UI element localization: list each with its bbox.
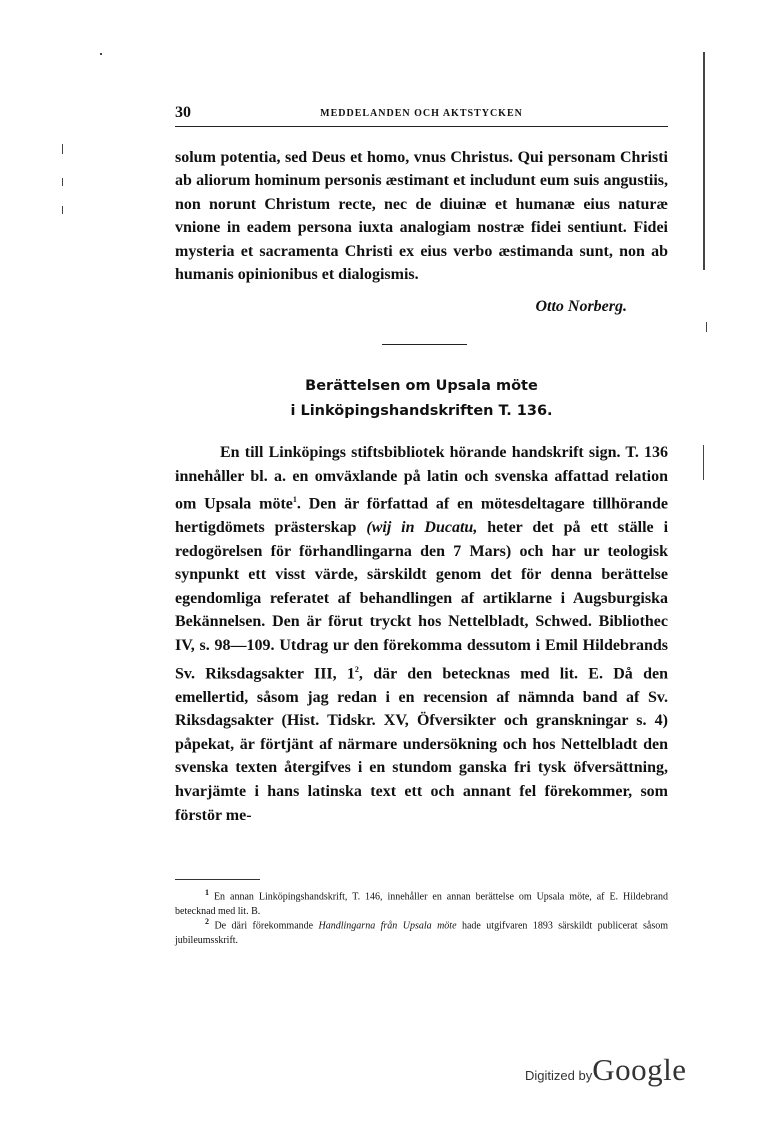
footnote-text: En annan Linköpingshandskrift, T. 146, innehåller en annan berättelse om Upsala möte, af E. Hildebrand betecknad med lit. B.	[175, 891, 668, 917]
footnote-italic-title: Handlingarna från Upsala möte	[318, 920, 457, 932]
section-title-line-2: i Linköpingshandskriften T. 136.	[290, 403, 553, 419]
latin-paragraph: solum potentia, sed Deus et homo, vnus Christus. Qui personam Christi ab aliorum hominum personis æstimant et includunt eum suis angustiis, non norunt Christum recte, nec de diuinæ et humanæ eius naturæ vnione in eadem persona iuxta analogiam nostræ fidei sentiunt. Fidei mysteria et sacramenta Christi ex eius verbo æstimanda sunt, non ab humanis opinionibus et dialogismis.	[175, 149, 668, 284]
section-title-line-1: Berättelsen om Upsala möte	[305, 378, 538, 394]
paragraph-text: heter det på ett ställe i redogörelsen för förhandlingarna den 7 Mars) och har ur teologisk synpunkt ett visst värde, särskildt genom det för denna berättelse egendomliga referatet af behandlingen af artiklarne i Augsburgiska Bekännelsen. Den är förut tryckt hos Nettelbladt, Schwed. Bibliothec IV, s. 98—109. Utdrag ur den förekomma dessutom i Emil Hildebrands Sv. Riksdagsakter III, 1	[175, 519, 669, 682]
scan-artifact	[703, 52, 705, 270]
footnote-rule	[175, 879, 260, 880]
footnote-text: De däri förekommande	[214, 920, 314, 932]
scan-artifact	[62, 144, 63, 154]
main-paragraph	[175, 441, 668, 827]
scan-artifact	[62, 178, 63, 186]
page-number: 30	[175, 104, 191, 121]
paragraph-text: . Den är författad af en mötesdeltagare tillhörande hertigdömets prästerskap	[175, 495, 668, 537]
page-header	[175, 104, 668, 127]
scan-artifact	[703, 445, 704, 480]
footnote-mark: 1	[205, 888, 209, 897]
footnote-ref-1: 1	[292, 495, 297, 505]
footnote-2	[175, 915, 668, 948]
section-divider	[382, 344, 467, 345]
google-logo: Google	[592, 1052, 687, 1087]
digitized-watermark	[525, 1052, 686, 1088]
footnote-ref-2: 2	[354, 664, 359, 674]
paragraph-text: , där den betecknas med lit. E. Då den emellertid, såsom jag redan i en recension af nämnda band af Sv. Riksdagsakter (Hist. Tidskr. XV, Öfversikter och granskningar s. 4) påpekat, är förtjänt af närmare undersökning och hos Nettelbladt den svenska texten återgifves i en stundom ganska fri tysk öfversättning, hvarjämte i hans latinska text ett och annant fel förekommer, som förstör me-	[175, 665, 668, 824]
running-head: MEDDELANDEN OCH AKTSTYCKEN	[320, 108, 523, 119]
footnote-text: hade utgifvaren 1893 särskildt publicerat såsom jubileumsskrift.	[175, 920, 669, 946]
scan-artifact	[100, 53, 102, 55]
scan-artifact	[706, 322, 707, 332]
italic-quote: (wij in Ducatu,	[366, 519, 478, 537]
footnote-mark: 2	[205, 917, 209, 926]
scan-artifact	[62, 206, 63, 214]
author-signature: Otto Norberg.	[535, 298, 627, 315]
paragraph-text: En till Linköpings stiftsbibliotek hörande handskrift sign. T. 136 innehåller bl. a. en omväxlande på latin och svenska affattad relation om Upsala möte	[175, 444, 668, 513]
watermark-prefix: Digitized by	[525, 1068, 593, 1083]
